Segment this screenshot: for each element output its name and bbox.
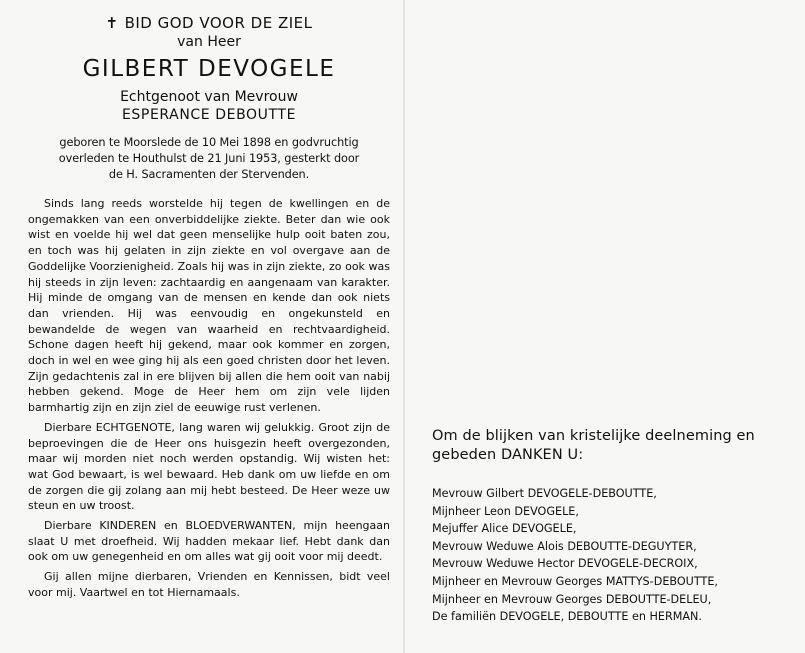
memorial-left-page bbox=[28, 14, 390, 601]
family-member: De familiën DEVOGELE, DEBOUTTE en HERMAN. bbox=[432, 610, 702, 624]
death-line: overleden te Houthulst de 21 Juni 1953, gesterkt door bbox=[58, 152, 360, 165]
family-list bbox=[432, 485, 797, 626]
birth-death-info bbox=[28, 135, 390, 183]
prayer-heading bbox=[28, 14, 390, 33]
memorial-right-page bbox=[432, 427, 797, 626]
family-member: Mevrouw Gilbert DEVOGELE-DEBOUTTE, bbox=[432, 487, 657, 500]
thanks-line: Om de blijken van kristelijke deelneming en bbox=[432, 428, 755, 444]
memorial-paragraph: Dierbare KINDEREN en BLOEDVERWANTEN, mijn heengaan slaat U met droefheid. Wij hadden mekaar lief. Hebt dank dan ook om uw genegenheid en om alles wat gij ooit voor mij deedt. bbox=[28, 519, 390, 564]
memorial-paragraph: Dierbare ECHTGENOTE, lang waren wij gelukkig. Groot zijn de beproevingen die de Heer ons huisgezin heeft overgezonden, maar wij morden niet noch werden opstandig. Wij wisten het: wat God bewaart, is wel bewaard. Heb dank om uw liefde en om de zorgen die gij zolang aan mij hebt besteed. De Heer weze uw steun en uw troost. bbox=[28, 420, 390, 513]
deceased-name: GILBERT DEVOGELE bbox=[82, 56, 336, 82]
thanks-heading bbox=[432, 427, 797, 465]
memorial-paragraph: Sinds lang reeds worstelde hij tegen de kwellingen en de ongemakken van een onverbiddelijke ziekte. Beter dan wie ook wist en voelde hij wel dat geen menselijke hulp ooit baten zou, en toch was hij gelaten in zijn ziekte en vol overgave aan de Goddelijke Voorzienigheid. Zoals hij was in zijn ziekte, zo ook was hij steeds in zijn leven: zachtaardig en aangenaam van karakter. Hij minde de omgang van de mensen en kende dan ook niets dan vrienden. Hij was eenvoudig en ongekunsteld en bewandelde de wegen van waarheid en rechtvaardigheid. Schone dagen heeft hij gekend, maar ook kommer en zorgen, doch in wel en wee ging hij als een goed christen door het leven. Zijn gedachtenis zal in ere blijven bij allen die hem ooit van nabij hebben gekend. Moge de Heer hem om zijn vele lijden barmhartig zijn en zijn ziel de eeuwige rust verlenen. bbox=[28, 197, 390, 415]
family-member: Mijnheer en Mevrouw Georges MATTYS-DEBOUTTE, bbox=[432, 574, 718, 588]
card-fold-line bbox=[403, 0, 405, 653]
latin-cross-icon: ✝ bbox=[105, 14, 119, 32]
spouse-name: ESPERANCE DEBOUTTE bbox=[121, 107, 297, 123]
prayer-line: BID GOD VOOR DE ZIEL bbox=[124, 14, 313, 32]
family-member: Mijnheer en Mevrouw Georges DEBOUTTE-DELEU, bbox=[432, 592, 712, 606]
thanks-line: gebeden DANKEN U: bbox=[432, 447, 584, 463]
spouse-title: Echtgenoot van Mevrouw bbox=[120, 89, 298, 105]
memorial-paragraph: Gij allen mijne dierbaren, Vrienden en Kennissen, bidt veel voor mij. Vaartwel en tot Hiernamaals. bbox=[28, 570, 390, 599]
van-heer-line: van Heer bbox=[177, 34, 241, 50]
family-member: Mevrouw Weduwe Hector DEVOGELE-DECROIX, bbox=[432, 557, 698, 571]
family-member: Mejuffer Alice DEVOGELE, bbox=[432, 522, 577, 536]
family-member: Mevrouw Weduwe Alois DEBOUTTE-DEGUYTER, bbox=[432, 539, 697, 553]
birth-line: geboren te Moorslede de 10 Mei 1898 en godvruchtig bbox=[59, 136, 359, 149]
family-member: Mijnheer Leon DEVOGELE, bbox=[432, 504, 579, 518]
memorial-text bbox=[28, 196, 390, 601]
sacraments-line: de H. Sacramenten der Stervenden. bbox=[108, 168, 310, 181]
